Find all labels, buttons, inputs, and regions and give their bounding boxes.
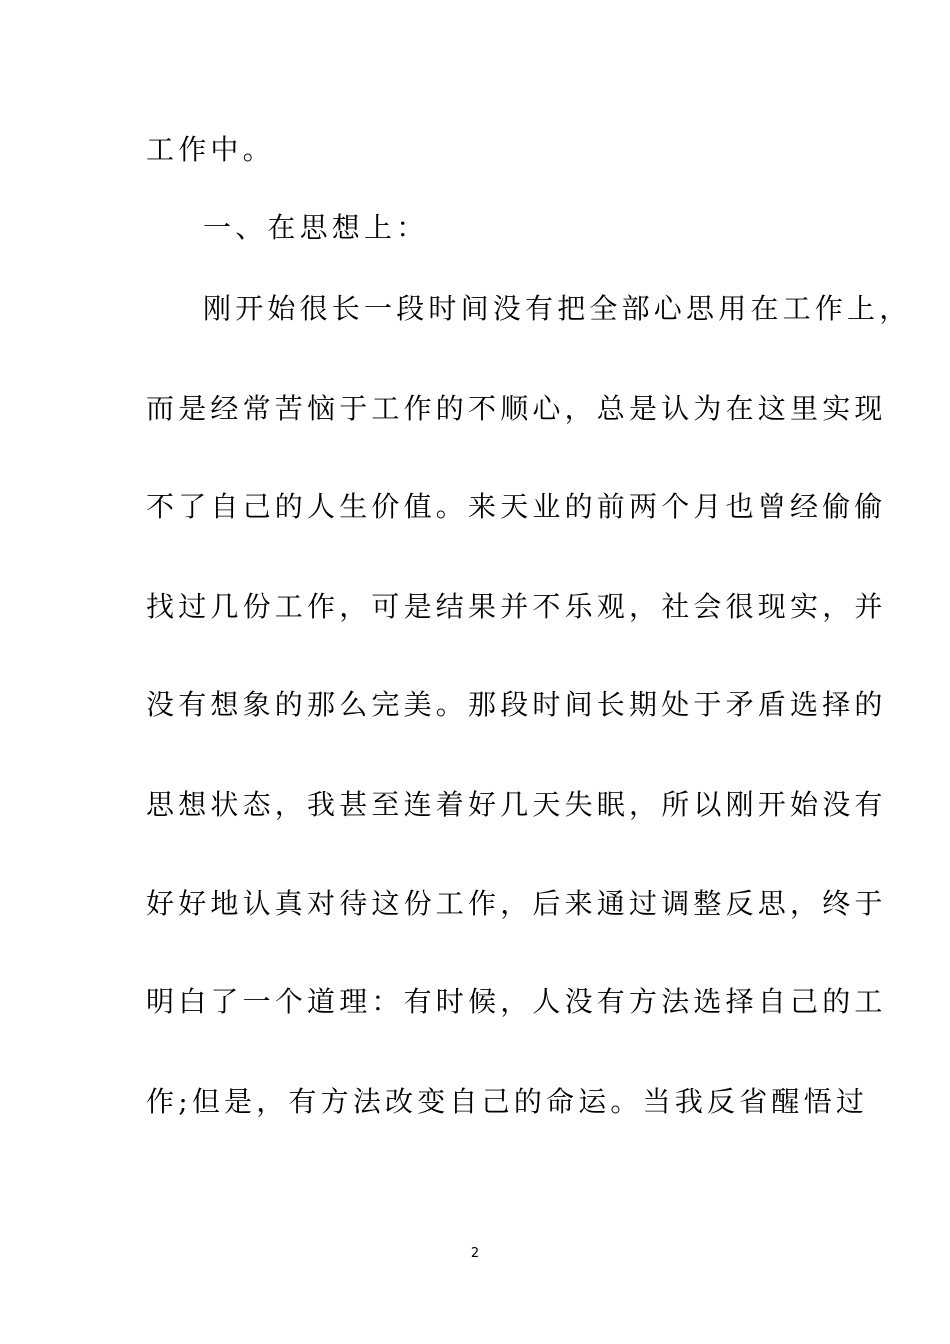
section-heading: 一、在思想上： [203, 211, 429, 244]
text-line-3: 刚开始很长一段时间没有把全部心思用在工作上， [203, 292, 912, 325]
text-line-9: 好好地认真对待这份工作，后来通过调整反思，终于 [146, 887, 887, 920]
page-number: 2 [470, 1246, 480, 1261]
text-line-1: 工作中。 [146, 133, 275, 166]
text-line-4: 而是经常苦恼于工作的不顺心，总是认为在这里实现 [146, 392, 887, 425]
text-line-11: 作;但是，有方法改变自己的命运。当我反省醒悟过 [146, 1085, 869, 1118]
text-line-7: 没有想象的那么完美。那段时间长期处于矛盾选择的 [146, 688, 887, 721]
text-line-6: 找过几份工作，可是结果并不乐观，社会很现实，并 [146, 590, 887, 623]
text-line-10: 明白了一个道理：有时候，人没有方法选择自己的工 [146, 985, 887, 1018]
text-line-5: 不了自己的人生价值。来天业的前两个月也曾经偷偷 [146, 490, 887, 523]
text-line-8: 思想状态，我甚至连着好几天失眠，所以刚开始没有 [146, 788, 887, 821]
